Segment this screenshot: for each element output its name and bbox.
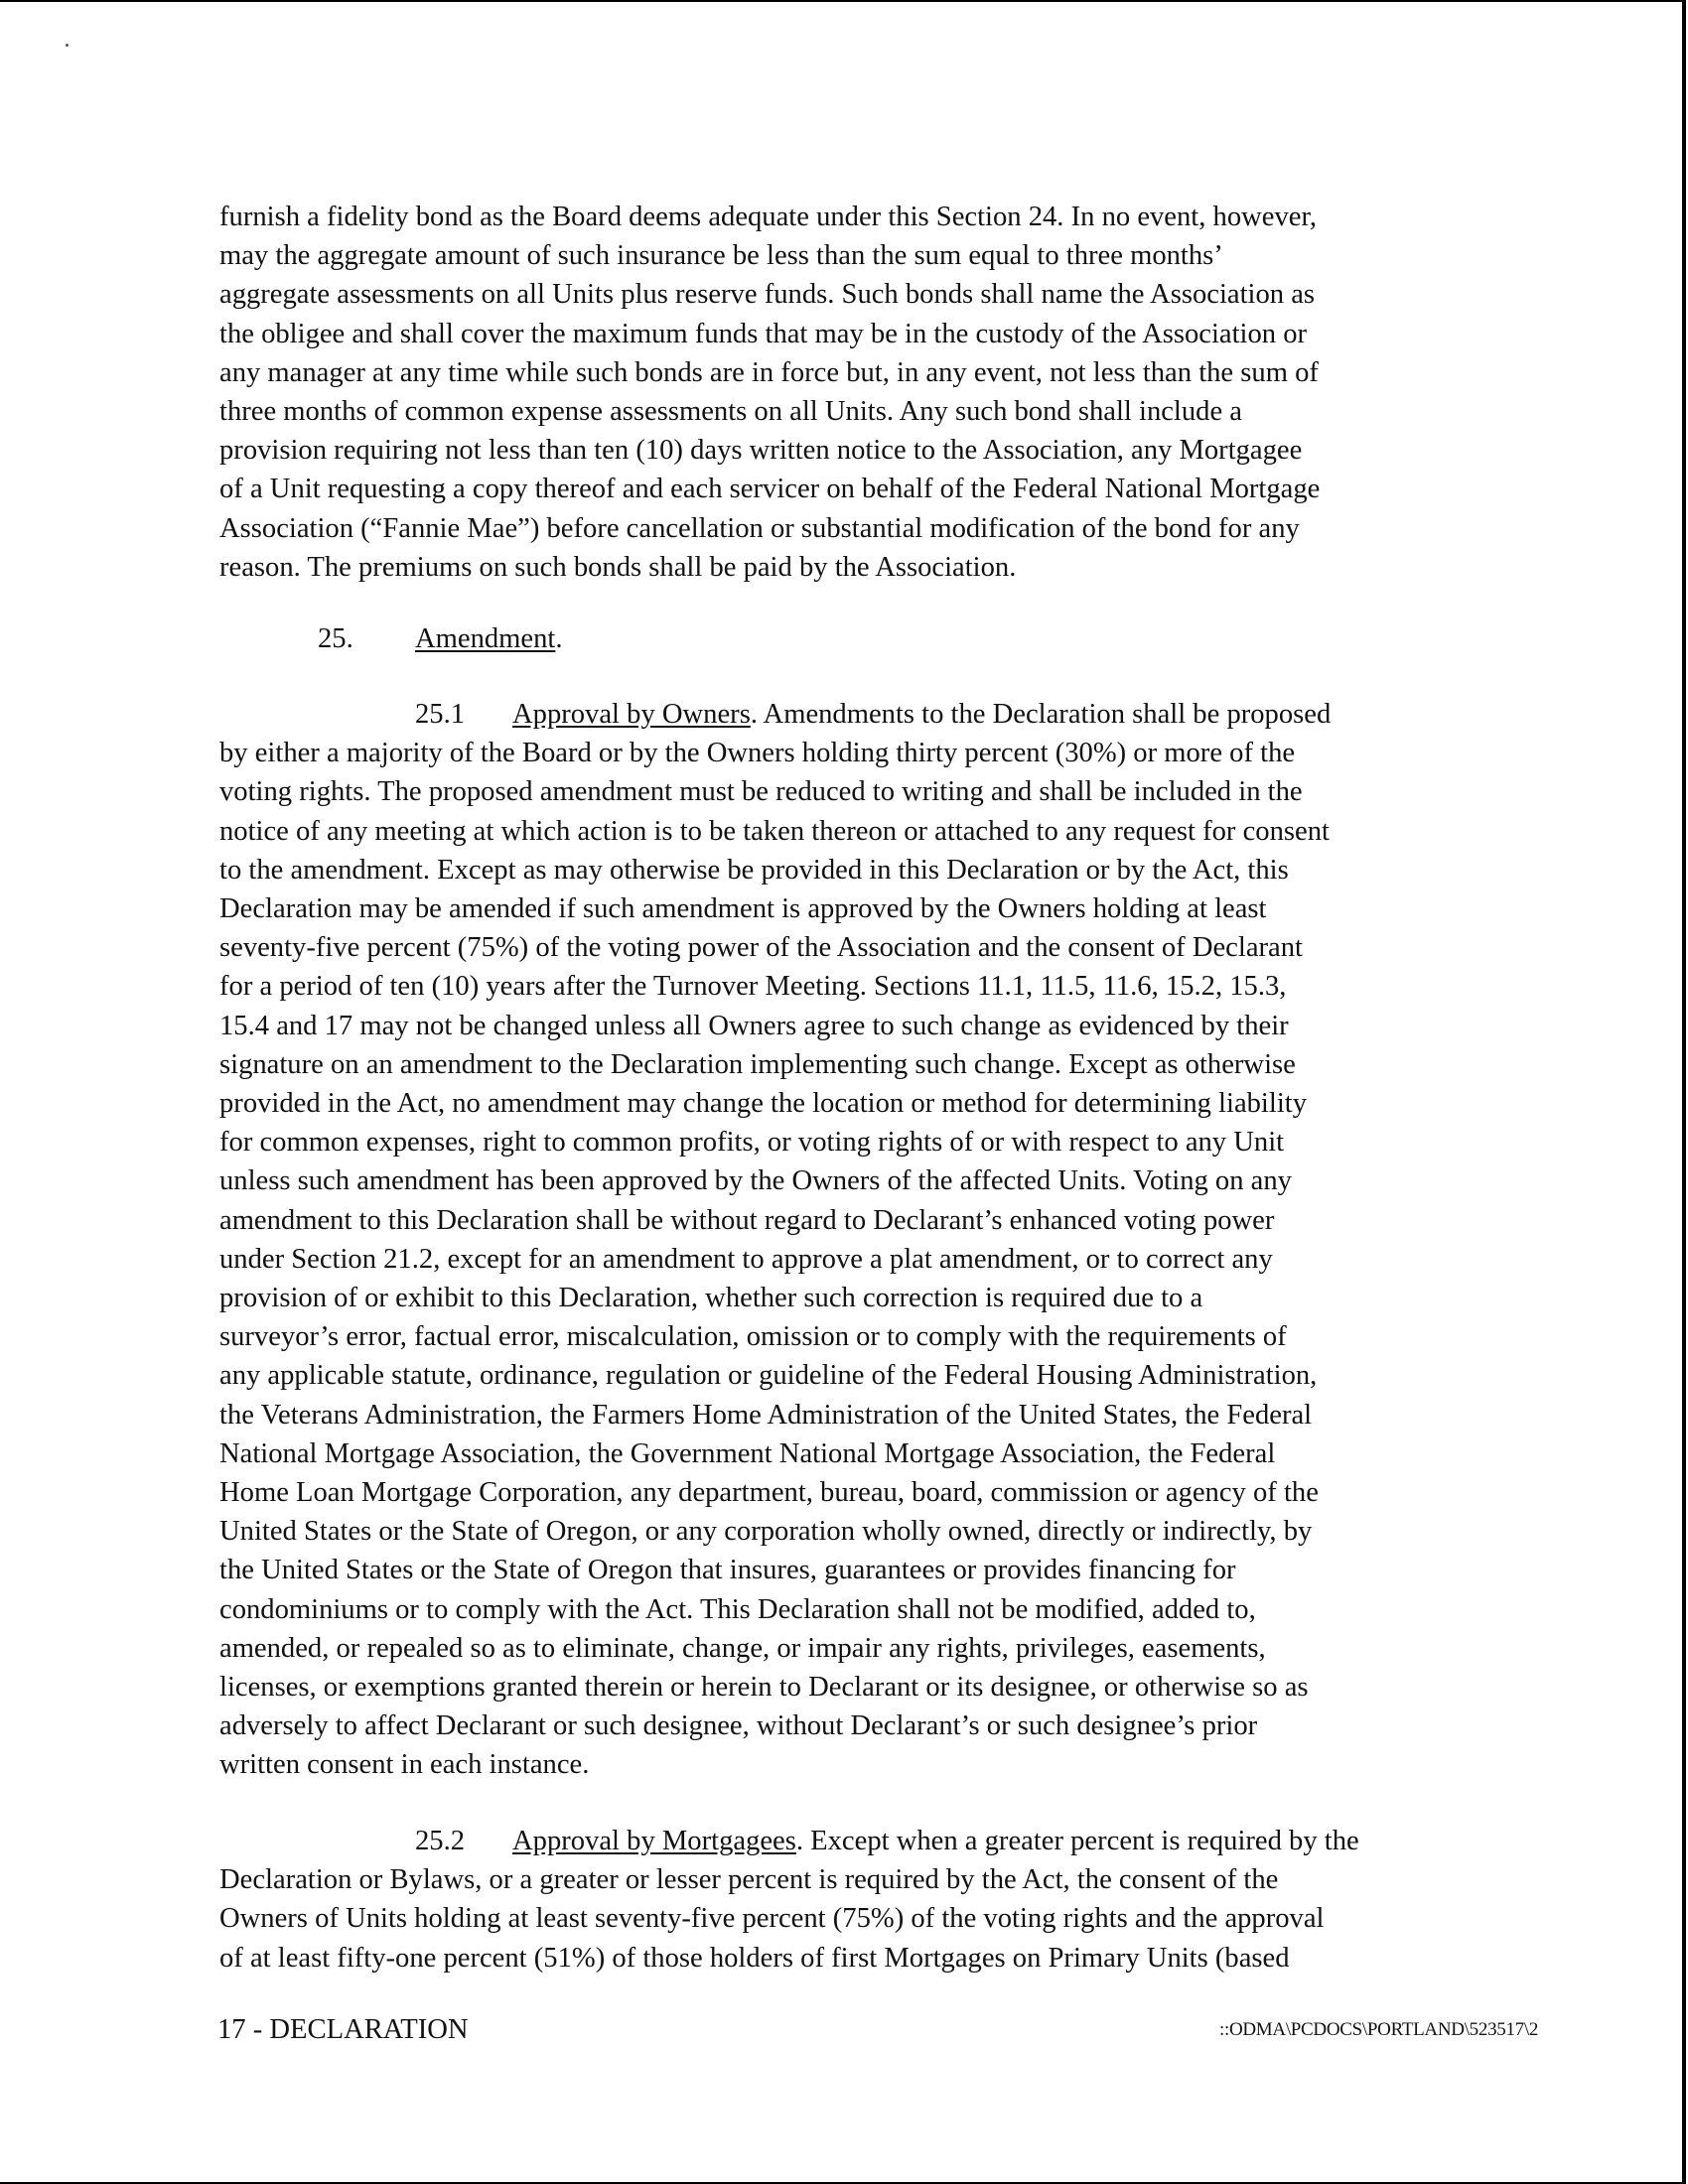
text-line: signature on an amendment to the Declaration implementing such change. Except as otherwise bbox=[219, 1048, 1296, 1080]
text-line: seventy-five percent (75%) of the voting power of the Association and the consent of Declarant bbox=[219, 932, 1303, 964]
text-line: licenses, or exemptions granted therein or herein to Declarant or its designee, or otherwise so as bbox=[219, 1672, 1309, 1704]
text-line: unless such amendment has been approved by the Owners of the affected Units. Voting on any bbox=[219, 1165, 1292, 1197]
subsection-first-line bbox=[219, 695, 1480, 734]
subsection-title: Approval by Owners bbox=[512, 699, 751, 730]
text-line: Owners of Units holding at least seventy-five percent (75%) of the voting rights and the approval bbox=[219, 1903, 1325, 1935]
text-line: adversely to affect Declarant or such designee, without Declarant’s or such designee’s prior bbox=[219, 1710, 1258, 1742]
text-line: the obligee and shall cover the maximum funds that may be in the custody of the Association or bbox=[219, 318, 1308, 349]
subsection-first-line bbox=[219, 1822, 1480, 1860]
footer-doc-path: ::ODMA\PCDOCS\PORTLAND\523517\2 bbox=[1219, 2019, 1539, 2040]
text-line: provision requiring not less than ten (10) days written notice to the Association, any Mortgagee bbox=[219, 435, 1303, 467]
section-title: Amendment bbox=[415, 623, 556, 654]
text-line: three months of common expense assessments on all Units. Any such bond shall include a bbox=[219, 396, 1243, 428]
text-line: the United States or the State of Oregon that insures, guarantees or provides financing for bbox=[219, 1555, 1236, 1586]
text-line: Declaration or Bylaws, or a greater or lesser percent is required by the Act, the consent of the bbox=[219, 1864, 1279, 1896]
footer-page-label: 17 - DECLARATION bbox=[217, 2014, 469, 2045]
text-line: Declaration may be amended if such amendment is approved by the Owners holding at least bbox=[219, 893, 1267, 925]
text-line: voting rights. The proposed amendment must be reduced to writing and shall be included in the bbox=[219, 776, 1303, 808]
text-line: 15.4 and 17 may not be changed unless all Owners agree to such change as evidenced by their bbox=[219, 1010, 1289, 1041]
text-line: of a Unit requesting a copy thereof and each servicer on behalf of the Federal National Mortgage bbox=[219, 474, 1321, 505]
text-line: Association (“Fannie Mae”) before cancellation or substantial modification of the bond for any bbox=[219, 512, 1300, 544]
text-line: aggregate assessments on all Units plus reserve funds. Such bonds shall name the Association as bbox=[219, 279, 1316, 311]
subsection-title: Approval by Mortgagees bbox=[512, 1826, 796, 1856]
subsection-number: 25.1 bbox=[415, 699, 466, 730]
subsection-number: 25.2 bbox=[415, 1826, 466, 1856]
text-line: provision of or exhibit to this Declaration, whether such correction is required due to a bbox=[219, 1283, 1203, 1314]
text-line: any applicable statute, ordinance, regulation or guideline of the Federal Housing Administration, bbox=[219, 1360, 1318, 1392]
text-line: amended, or repealed so as to eliminate, change, or impair any rights, privileges, easements, bbox=[219, 1632, 1266, 1664]
subsection-25-1 bbox=[219, 695, 1480, 1785]
text-line: notice of any meeting at which action is to be taken thereon or attached to any request for consent bbox=[219, 815, 1330, 847]
text-line: under Section 21.2, except for an amendment to approve a plat amendment, or to correct any bbox=[219, 1243, 1273, 1275]
subsection-body bbox=[219, 734, 1480, 1784]
text-line: written consent in each instance. bbox=[219, 1749, 590, 1781]
text-line: amendment to this Declaration shall be without regard to Declarant’s enhanced voting power bbox=[219, 1204, 1275, 1236]
text-line: furnish a fidelity bond as the Board deems adequate under this Section 24. In no event, however, bbox=[219, 202, 1317, 232]
paragraph bbox=[219, 198, 1480, 587]
section-25-heading: 25. Amendment. bbox=[318, 623, 563, 654]
text-line: United States or the State of Oregon, or any corporation wholly owned, directly or indirectly, by bbox=[219, 1516, 1313, 1548]
subsection-25-2 bbox=[219, 1822, 1480, 1978]
text-line: for common expenses, right to common profits, or voting rights of or with respect to any Unit bbox=[219, 1127, 1285, 1159]
text-line: provided in the Act, no amendment may change the location or method for determining liability bbox=[219, 1088, 1308, 1120]
text-line: for a period of ten (10) years after the Turnover Meeting. Sections 11.1, 11.5, 11.6, 15.2, 15.3, bbox=[219, 971, 1287, 1003]
text-line: Home Loan Mortgage Corporation, any department, bureau, board, commission or agency of the bbox=[219, 1477, 1319, 1509]
subsection-first-line-text: . Amendments to the Declaration shall be proposed bbox=[750, 699, 1332, 730]
subsection-body bbox=[219, 1860, 1480, 1978]
text-line: to the amendment. Except as may otherwise be provided in this Declaration or by the Act, this bbox=[219, 854, 1289, 886]
section-number: 25. bbox=[318, 623, 353, 654]
text-line: the Veterans Administration, the Farmers Home Administration of the United States, the Federal bbox=[219, 1399, 1313, 1431]
text-line: condominiums or to comply with the Act. This Declaration shall not be modified, added to, bbox=[219, 1593, 1256, 1625]
text-line: may the aggregate amount of such insurance be less than the sum equal to three months’ bbox=[219, 240, 1223, 272]
subsection-first-line-text: . Except when a greater percent is required by the bbox=[795, 1826, 1359, 1856]
text-line: reason. The premiums on such bonds shall be paid by the Association. bbox=[219, 551, 1017, 583]
scan-speck bbox=[66, 44, 69, 47]
text-line: National Mortgage Association, the Government National Mortgage Association, the Federal bbox=[219, 1437, 1276, 1469]
text-line: of at least fifty-one percent (51%) of those holders of first Mortgages on Primary Units (based bbox=[219, 1942, 1290, 1974]
text-line: surveyor’s error, factual error, miscalculation, omission or to comply with the requirements of bbox=[219, 1321, 1287, 1353]
text-line: any manager at any time while such bonds are in force but, in any event, not less than the sum of bbox=[219, 356, 1319, 388]
text-line: by either a majority of the Board or by the Owners holding thirty percent (30%) or more of the bbox=[219, 738, 1296, 769]
section-24-continuation bbox=[219, 198, 1480, 587]
